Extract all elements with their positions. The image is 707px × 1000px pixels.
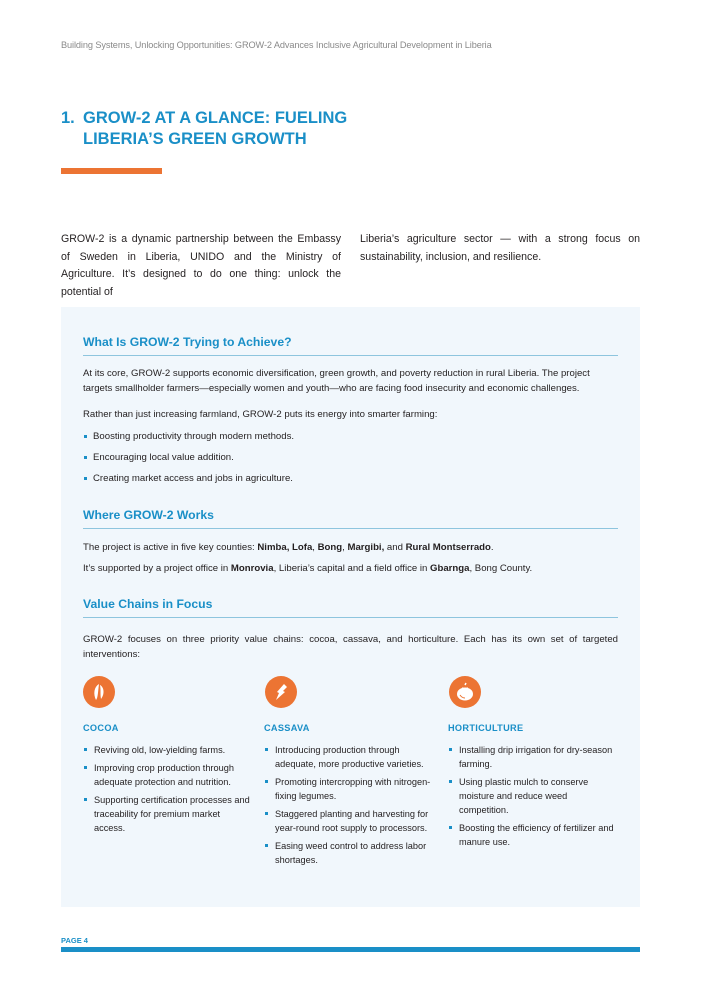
page-number: PAGE 4 xyxy=(61,936,88,945)
chain-cassava xyxy=(264,676,434,871)
chain-item-list xyxy=(83,743,253,835)
where-heading: Where GROW-2 Works xyxy=(83,508,618,529)
intro-column-2: Liberia’s agriculture sector — with a strong focus on sustainability, inclusion, and resilience. xyxy=(360,233,640,263)
list-item: Using plastic mulch to conserve moisture and reduce weed competition. xyxy=(448,775,618,817)
section-title: GROW-2 AT A GLANCE: FUELING LIBERIA’S GREEN GROWTH xyxy=(83,109,348,148)
intro-column-1: GROW-2 is a dynamic partnership between the Embassy of Sweden in Liberia, UNIDO and the Ministry of Agriculture. It’s designed to do one thing: unlock the potential of xyxy=(61,233,341,298)
chain-item-list xyxy=(448,743,618,849)
counties-line xyxy=(83,540,618,555)
county-rural-montserrado: Rural Montserrado xyxy=(405,542,491,553)
value-chains-heading: Value Chains in Focus xyxy=(83,597,618,618)
value-chains-intro: GROW-2 focuses on three priority value chains: cocoa, cassava, and horticulture. Each has its own set of targeted interventions: xyxy=(83,634,618,660)
list-item: Encouraging local value addition. xyxy=(83,450,618,465)
cassava-root-icon xyxy=(265,676,297,708)
chain-item-list xyxy=(264,743,434,867)
list-item: Boosting the efficiency of fertilizer and manure use. xyxy=(448,821,618,849)
achieve-paragraph-1: At its core, GROW-2 supports economic diversification, green growth, and poverty reduction in rural Liberia. The project targets smallholder farmers—especially women and youth—who are facing food insecurity and economic challenges. xyxy=(83,368,590,394)
county-bong: Bong xyxy=(317,542,343,553)
county-nimba-lofa: Nimba, Lofa xyxy=(257,542,313,553)
list-item: Promoting intercropping with nitrogen-fixing legumes. xyxy=(264,775,434,803)
list-item: Introducing production through adequate, more productive varieties. xyxy=(264,743,434,771)
chain-cocoa xyxy=(83,676,253,839)
list-item: Installing drip irrigation for dry-season farming. xyxy=(448,743,618,771)
info-panel xyxy=(61,307,640,907)
list-item: Staggered planting and harvesting for year-round root supply to processors. xyxy=(264,807,434,835)
running-header: Building Systems, Unlocking Opportunities: GROW-2 Advances Inclusive Agricultural Development in Liberia xyxy=(61,40,492,50)
offices-line xyxy=(83,561,618,576)
achieve-paragraph-2: Rather than just increasing farmland, GROW-2 puts its energy into smarter farming: xyxy=(83,409,438,420)
cocoa-pod-icon xyxy=(83,676,115,708)
chain-title: COCOA xyxy=(83,723,119,733)
list-item: Easing weed control to address labor shortages. xyxy=(264,839,434,867)
title-underline xyxy=(61,168,162,174)
city-monrovia: Monrovia xyxy=(230,563,274,574)
chain-title: CASSAVA xyxy=(264,723,310,733)
intro-section xyxy=(61,231,640,301)
suffix: , Bong County. xyxy=(469,563,533,574)
list-item: Improving crop production through adequate protection and nutrition. xyxy=(83,761,253,789)
offices-middle: , Liberia’s capital and a field office in xyxy=(273,563,431,574)
page-title xyxy=(61,108,423,150)
county-margibi: Margibi, xyxy=(347,542,385,553)
separator: , xyxy=(342,542,348,553)
offices-prefix: It’s supported by a project office in xyxy=(83,563,231,574)
separator: and xyxy=(384,542,406,553)
list-item: Creating market access and jobs in agriculture. xyxy=(83,471,618,486)
chain-title: HORTICULTURE xyxy=(448,723,524,733)
footer-rule xyxy=(61,947,640,952)
list-item: Supporting certification processes and traceability for premium market access. xyxy=(83,793,253,835)
section-number: 1. xyxy=(61,109,75,127)
separator: , xyxy=(312,542,318,553)
counties-prefix: The project is active in five key counties: xyxy=(83,542,258,553)
suffix: . xyxy=(490,542,494,553)
list-item: Reviving old, low-yielding farms. xyxy=(83,743,253,757)
achieve-heading: What Is GROW-2 Trying to Achieve? xyxy=(83,335,618,356)
tomato-icon xyxy=(449,676,481,708)
list-item: Boosting productivity through modern methods. xyxy=(83,429,618,444)
chain-horticulture xyxy=(448,676,618,853)
achieve-bullet-list xyxy=(83,429,618,492)
city-gbarnga: Gbarnga xyxy=(430,563,470,574)
